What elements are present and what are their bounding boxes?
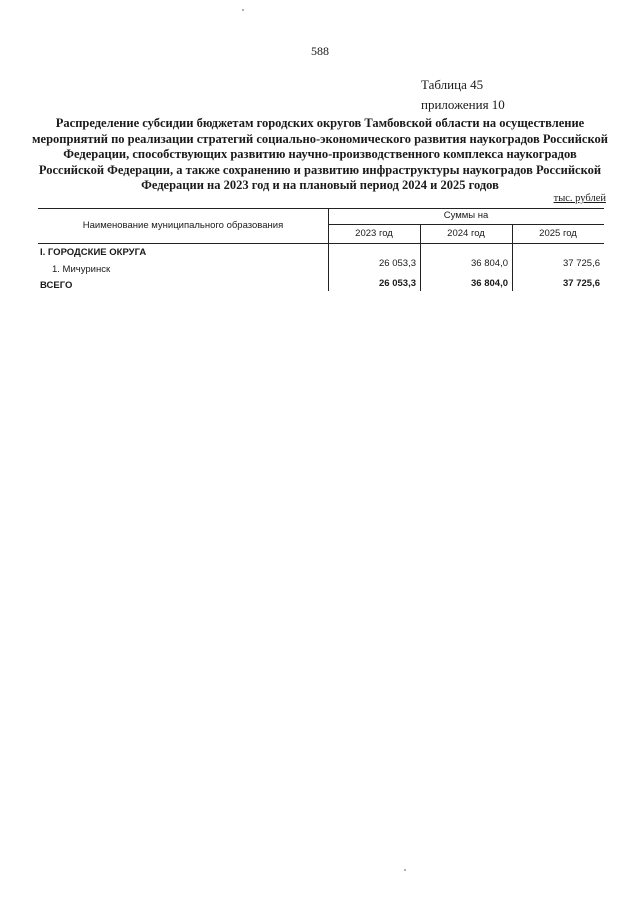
total-value-2023: 26 053,3 bbox=[379, 278, 416, 289]
header-sums: Суммы на bbox=[443, 210, 489, 221]
section-heading: I. ГОРОДСКИЕ ОКРУГА bbox=[40, 247, 147, 258]
page-number: 588 bbox=[311, 44, 329, 58]
row-name: 1. Мичуринск bbox=[52, 264, 111, 275]
scan-speck bbox=[242, 9, 244, 11]
sums-divider-rule bbox=[328, 224, 604, 225]
total-value-2025: 37 725,6 bbox=[563, 278, 600, 289]
header-name: Наименование муниципального образования bbox=[82, 220, 284, 231]
header-year-2025: 2025 год bbox=[539, 228, 577, 239]
scan-speck bbox=[404, 869, 406, 871]
total-value-2024: 36 804,0 bbox=[471, 278, 508, 289]
table-top-rule bbox=[38, 208, 604, 209]
header-year-2023: 2023 год bbox=[355, 228, 393, 239]
row-value-2025: 37 725,6 bbox=[563, 258, 600, 269]
table-reference bbox=[421, 75, 505, 115]
appendix-label: приложения 10 bbox=[421, 97, 505, 112]
header-year-2024: 2024 год bbox=[447, 228, 485, 239]
row-value-2023: 26 053,3 bbox=[379, 258, 416, 269]
unit-label: тыс. рублей bbox=[553, 193, 606, 204]
document-title: Распределение субсидии бюджетам городских округов Тамбовской области на осуществление мероприятий по реализации стратегий социально-экономического развития наукоградов Российской Федерации, способствующих развитию научно-производственного комплекса наукоградов Российской Федерации, а также сохранению и развитию инфраструктуры наукоградов Российской Федерации на 2023 год и на плановый период 2024 и 2025 годов bbox=[32, 116, 608, 192]
table-label: Таблица 45 bbox=[421, 77, 484, 92]
header-bottom-rule bbox=[38, 243, 604, 244]
total-label: ВСЕГО bbox=[40, 280, 73, 291]
row-value-2024: 36 804,0 bbox=[471, 258, 508, 269]
